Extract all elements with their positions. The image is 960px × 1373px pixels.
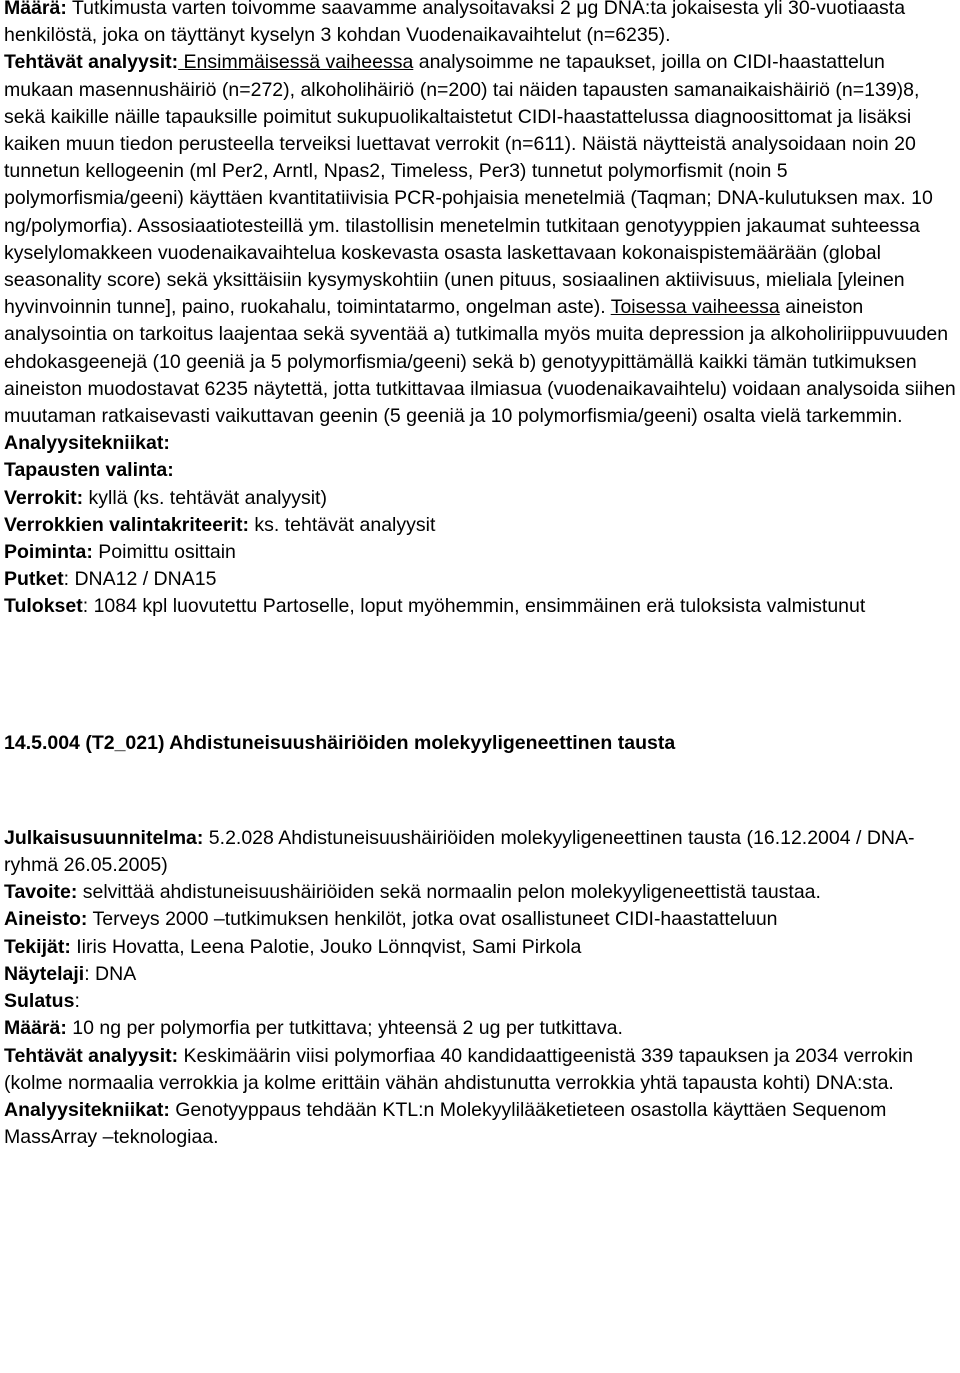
paragraph-analyysitekniikat-2: [4, 1097, 956, 1151]
text-tulokset: : 1084 kpl luovutettu Partoselle, loput myöhemmin, ensimmäinen erä tuloksista valmistunut: [82, 595, 866, 618]
paragraph-tavoite: [4, 879, 956, 906]
label-tehtavat-analyysit: Tehtävät analyysit:: [4, 51, 179, 74]
text-tehtavat-c: tilastollisin menetelmin tutkitaan genotyyppien jakaumat suhteessa kyselylomakkeen vuodenaikavaihtelua koskevasta osasta laskettavaan kokonaispistemäärään (global seasonality score) sekä yksittäisiin kysymyskohtiin (unen pituus, sosiaalinen aktiivisuus, mieliala [yleinen hyvinvoinnin tunne], paino, ruokahalu, toimintatarmo, ongelman aste).: [4, 214, 920, 319]
paragraph-valintakriteerit: [4, 512, 956, 539]
paragraph-aineisto: [4, 906, 956, 933]
label-verrokit: Verrokit:: [4, 486, 84, 509]
label-tapausten-valinta: Tapausten valinta:: [4, 459, 174, 482]
text-maara-2: 10 ng per polymorfia per tutkittava; yhteensä 2 ug per tutkittava.: [66, 1017, 623, 1040]
text-putket: : DNA12 / DNA15: [63, 568, 217, 591]
paragraph-sulatus: [4, 988, 956, 1015]
paragraph-naytelaji: [4, 961, 956, 988]
label-tavoite: Tavoite:: [4, 881, 78, 904]
paragraph-tehtavat-analyysit: [4, 49, 956, 430]
label-tulokset: Tulokset: [4, 595, 83, 618]
label-aineisto: Aineisto:: [4, 908, 88, 931]
text-poiminta: Poimittu osittain: [92, 541, 236, 564]
label-poiminta: Poiminta:: [4, 541, 93, 564]
text-tehtavat-a: analysoimme ne tapaukset, joilla on CIDI-haastattelun mukaan masennushäiriö (n=272), alkoholihäiriö (n=200) tai näiden tapausten samanaikaishäiriö (n=139)8, sekä kaikille näille tapauksille poimitut sukupuolikaltaistetut CIDI-haastattelussa diagnoosittomat ja lisäksi kaiken muun tiedon perusteella terveiksi luettavat verrokit (n=611).: [4, 51, 920, 156]
paragraph-poiminta: [4, 539, 956, 566]
label-naytelaji: Näytelaji: [4, 962, 85, 985]
paragraph-tehtavat-analyysit-2: [4, 1043, 956, 1097]
text-analyysitekniikat-2: Genotyyppaus tehdään KTL:n Molekyylilääketieteen osastolla käyttäen Sequenom MassArray –teknologiaa.: [4, 1098, 887, 1149]
text-tekijat: Iiris Hovatta, Leena Palotie, Jouko Lönnqvist, Sami Pirkola: [70, 935, 582, 958]
text-aineisto: Terveys 2000 –tutkimuksen henkilöt, jotka ovat osallistuneet CIDI-haastatteluun: [87, 908, 778, 931]
label-phase1: Ensimmäisessä vaiheessa: [178, 51, 414, 74]
label-phase2: Toisessa vaiheessa: [610, 296, 780, 319]
text-tehtavat-b: Näistä näytteistä analysoidaan noin 20 tunnetun kellogeenin (ml Per2, Arntl, Npas2, Timeless, Per3) tunnetut polymorfismit (noin 5 polymorfismia/geeni) käyttäen kvantitatiivisia PCR-pohjaisia menetelmiä (Taqman; DNA-kulutuksen max. 10 ng/polymorfia). Assosiaatiotesteillä ym.: [4, 133, 933, 237]
label-maara-2: Määrä:: [4, 1017, 67, 1040]
paragraph-julkaisusuunnitelma: [4, 825, 956, 879]
paragraph-maara: [4, 0, 956, 49]
section-heading: 14.5.004 (T2_021) Ahdistuneisuushäiriöiden molekyyligeneettinen tausta: [4, 731, 676, 754]
spacer: [4, 621, 956, 730]
text-tehtavat-analyysit-2: Keskimäärin viisi polymorfiaa 40 kandidaattigeenistä 339 tapauksen ja 2034 verrokin (kolme normaalia verrokkia ja kolme erittäin vähän ahdistunutta verrokkia yhtä tapausta kohti) DNA:sta.: [4, 1044, 914, 1094]
paragraph-putket: [4, 566, 956, 593]
text-tavoite: selvittää ahdistuneisuushäiriöiden sekä normaalin pelon molekyyligeneettistä taustaa.: [77, 881, 821, 904]
label-tekijat: Tekijät:: [4, 935, 71, 958]
label-putket: Putket: [4, 568, 64, 591]
text-julkaisusuunnitelma: 5.2.028 Ahdistuneisuushäiriöiden molekyyligeneettinen tausta (16.12.2004 / DNA-ryhmä 26.05.2005): [4, 826, 915, 877]
label-valintakriteerit: Verrokkien valintakriteerit:: [4, 513, 249, 536]
label-analyysitekniikat-2: Analyysitekniikat:: [4, 1098, 170, 1121]
paragraph-maara-2: [4, 1015, 956, 1042]
label-analyysitekniikat: Analyysitekniikat:: [4, 432, 170, 455]
label-maara: Määrä:: [4, 0, 67, 19]
text-tehtavat-d: aineiston analysointia on tarkoitus laajentaa sekä syventää a) tutkimalla myös muita depression ja alkoholiriippuvuuden ehdokasgeenejä (10 geeniä ja 5 polymorfismia/geeni) sekä b) genotyypittämällä kaikki tämän tutkimuksen aineiston muodostavat 6235 näytettä, jotta tutkittavaa ilmiasua (vuodenaikavaihtelu) voidaan analysoida siihen muutaman ratkaisevasti vaikuttavan geenin (5 geeniä ja 10 polymorfismia/geeni) osalta vielä tarkemmin.: [4, 296, 956, 428]
label-julkaisusuunnitelma: Julkaisusuunnitelma:: [4, 826, 204, 849]
paragraph-tekijat: [4, 934, 956, 961]
spacer: [4, 757, 956, 825]
label-tehtavat-analyysit-2: Tehtävät analyysit:: [4, 1044, 179, 1067]
text-naytelaji: : DNA: [84, 962, 137, 985]
label-sulatus: Sulatus: [4, 990, 75, 1013]
paragraph-verrokit: [4, 485, 956, 512]
text-verrokit: kyllä (ks. tehtävät analyysit): [83, 486, 327, 509]
text-valintakriteerit: ks. tehtävät analyysit: [248, 513, 436, 536]
text-sulatus: :: [74, 990, 80, 1013]
paragraph-tulokset: [4, 593, 956, 620]
text-maara: Tutkimusta varten toivomme saavamme analysoitavaksi 2 μg DNA:ta jokaisesta yli 30-vuotiaasta henkilöstä, joka on täyttänyt kyselyn 3 kohdan Vuodenaikavaihtelut (n=6235).: [4, 0, 906, 47]
